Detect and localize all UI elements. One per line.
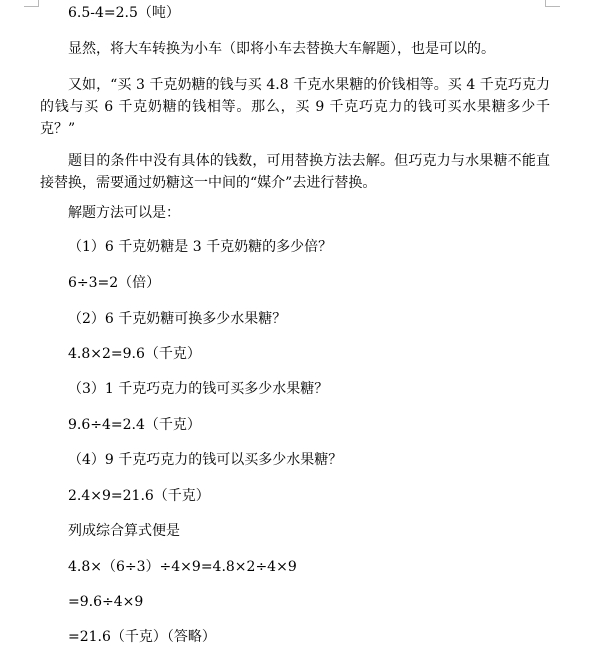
text-line: 6÷3=2（倍） <box>68 275 161 291</box>
text-line: =9.6÷4×9 <box>68 594 144 610</box>
text-line: 解题方法可以是： <box>68 205 180 221</box>
text-line: 2.4×9=21.6（千克） <box>68 488 210 504</box>
text-line: =21.6（千克）（答略） <box>68 629 216 645</box>
page-corner-mark-left <box>24 0 39 7</box>
text-line: 列成综合算式便是 <box>68 523 180 539</box>
text-line: 9.6÷4=2.4（千克） <box>68 417 201 433</box>
text-line: （2）6 千克奶糖可换多少水果糖？ <box>68 311 287 327</box>
text-line: （4）9 千克巧克力的钱可以买多少水果糖？ <box>68 452 343 468</box>
text-line: 显然，将大车转换为小车（即将小车去替换大车解题），也是可以的。 <box>68 41 495 57</box>
text-line: 6.5-4=2.5（吨） <box>68 5 180 21</box>
text-line: （1）6 千克奶糖是 3 千克奶糖的多少倍？ <box>68 239 333 255</box>
text-line: （3）1 千克巧克力的钱可买多少水果糖？ <box>68 381 329 397</box>
text-line: 4.8×2=9.6（千克） <box>68 346 201 362</box>
text-line: 4.8×（6÷3）÷4×9=4.8×2÷4×9 <box>68 559 297 575</box>
page-corner-mark-right <box>545 0 560 7</box>
text-paragraph: 题目的条件中没有具体的钱数，可用替换方法去解。但巧克力与水果糖不能直接替换，需要通过奶糖这一中间的“媒介”去进行替换。 <box>40 153 550 191</box>
text-paragraph: 又如，“买 3 千克奶糖的钱与买 4.8 千克水果糖的价钱相等。买 4 千克巧克力的钱与买 6 千克奶糖的钱相等。那么，买 9 千克巧克力的钱可买水果糖多少千克？” <box>40 77 550 137</box>
